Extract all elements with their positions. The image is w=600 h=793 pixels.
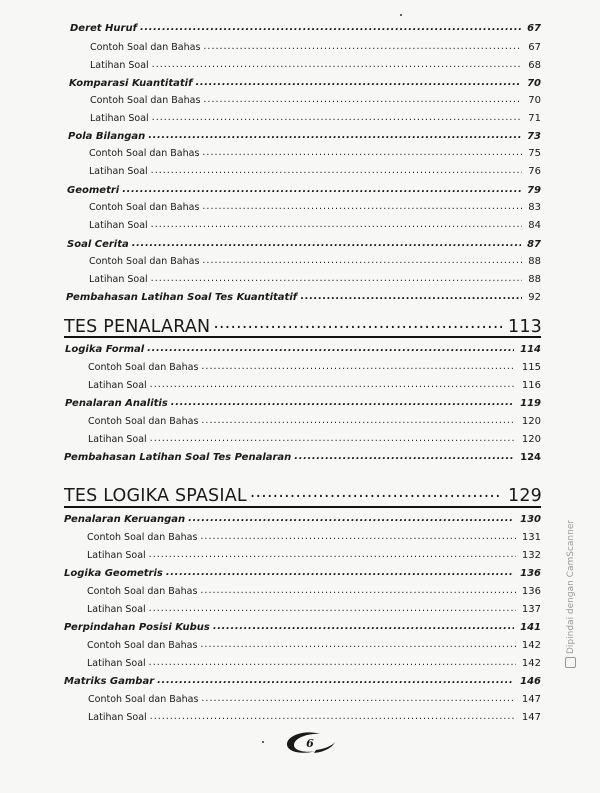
toc-subentry[interactable] (87, 548, 541, 561)
toc-entry[interactable] (70, 21, 541, 34)
toc-entry-page: 79 (527, 185, 541, 196)
toc-entry-page: 76 (528, 166, 541, 177)
toc-subentry[interactable] (90, 111, 541, 124)
toc-entry-page: 141 (520, 622, 541, 633)
toc-entry-title: Pembahasan Latihan Soal Tes Kuantitatif (66, 292, 298, 303)
toc-entry-title: Deret Huruf (70, 23, 137, 34)
toc-entry-title: Pola Bilangan (68, 131, 146, 142)
dot-leader (140, 21, 521, 31)
toc-entry-title: Latihan Soal (87, 658, 146, 669)
toc-subentry[interactable] (88, 360, 541, 373)
toc-entry-page: 68 (528, 60, 541, 71)
dot-leader (200, 584, 516, 594)
toc-entry-title: Soal Cerita (67, 239, 129, 250)
toc-entry-title: Contoh Soal dan Bahas (90, 95, 201, 106)
toc-entry-page: 130 (520, 514, 541, 525)
toc-entry-page: 73 (527, 131, 541, 142)
toc-subentry[interactable] (89, 164, 541, 177)
toc-subentry[interactable] (89, 146, 541, 159)
scanner-watermark (565, 520, 576, 668)
toc-entry-title: Komparasi Kuantitatif (69, 78, 193, 89)
dot-leader (213, 620, 514, 630)
section-title: TES LOGIKA SPASIAL (64, 486, 247, 506)
toc-entry-page: 142 (521, 658, 541, 669)
toc-entry-title: Penalaran Keruangan (64, 514, 186, 525)
toc-subentry[interactable] (87, 602, 541, 615)
section-rule (64, 506, 541, 508)
toc-entry-title: Latihan Soal (90, 60, 149, 71)
dot-leader (300, 290, 522, 300)
toc-subentry[interactable] (89, 254, 541, 267)
toc-entry-title: Contoh Soal dan Bahas (87, 640, 198, 651)
toc-entry-title: Contoh Soal dan Bahas (88, 362, 199, 373)
dot-leader (150, 378, 516, 388)
toc-entry-page: 88 (528, 256, 541, 267)
toc-entry-page: 114 (520, 344, 541, 355)
toc-entry-page: 115 (521, 362, 541, 373)
toc-entry-title: Contoh Soal dan Bahas (87, 586, 198, 597)
dot-leader (149, 548, 516, 558)
toc-entry-title: Latihan Soal (87, 550, 146, 561)
toc-entry-title: Perpindahan Posisi Kubus (64, 622, 210, 633)
toc-entry-title: Contoh Soal dan Bahas (90, 42, 201, 53)
toc-entry-title: Latihan Soal (90, 113, 149, 124)
dot-leader (151, 272, 523, 282)
toc-subentry[interactable] (88, 692, 541, 705)
toc-entry[interactable] (64, 512, 541, 525)
toc-subentry[interactable] (89, 200, 541, 213)
toc-entry-page: 142 (521, 640, 541, 651)
dot-leader (122, 183, 521, 193)
dot-leader (152, 111, 523, 121)
dot-leader (188, 512, 514, 522)
toc-entry-page: 67 (528, 42, 541, 53)
toc-subentry[interactable] (89, 272, 541, 285)
section-page: 113 (507, 317, 542, 337)
toc-entry[interactable] (64, 620, 541, 633)
toc-entry-page: 70 (528, 95, 541, 106)
dot-leader (151, 218, 523, 228)
toc-entry-page: 84 (528, 220, 541, 231)
dot-leader (200, 638, 516, 648)
page-number: 6 (306, 737, 314, 750)
dot-leader (171, 396, 514, 406)
toc-entry-page: 92 (528, 292, 541, 303)
toc-entry[interactable] (64, 450, 541, 463)
toc-subentry[interactable] (87, 656, 541, 669)
toc-entry[interactable] (67, 237, 541, 250)
toc-subentry[interactable] (89, 218, 541, 231)
toc-entry[interactable] (65, 396, 541, 409)
toc-entry-title: Contoh Soal dan Bahas (89, 202, 200, 213)
toc-entry-page: 124 (520, 452, 541, 463)
dot-leader (294, 450, 514, 460)
dot-leader (147, 342, 514, 352)
dot-leader (202, 254, 522, 264)
dot-leader (132, 237, 521, 247)
section-heading[interactable] (64, 316, 542, 337)
dot-leader (201, 414, 516, 424)
dot-leader (202, 200, 522, 210)
toc-subentry[interactable] (90, 58, 541, 71)
toc-entry-page: 131 (521, 532, 541, 543)
toc-entry-page: 120 (521, 434, 541, 445)
toc-subentry[interactable] (88, 378, 541, 391)
section-rule (64, 336, 541, 338)
toc-entry-page: 147 (521, 694, 541, 705)
dot-leader (148, 129, 521, 139)
toc-entry[interactable] (64, 674, 541, 687)
toc-entry-page: 75 (528, 148, 541, 159)
toc-entry-title: Latihan Soal (89, 220, 148, 231)
toc-subentry[interactable] (88, 432, 541, 445)
toc-entry-page: 146 (520, 676, 541, 687)
toc-entry-page: 132 (521, 550, 541, 561)
toc-entry-page: 71 (528, 113, 541, 124)
dot-leader (151, 164, 523, 174)
dot-leader (149, 602, 516, 612)
toc-entry-title: Latihan Soal (87, 604, 146, 615)
toc-entry-page: 88 (528, 274, 541, 285)
dot-leader (152, 58, 523, 68)
scan-speck (262, 741, 264, 743)
toc-entry-page: 147 (521, 712, 541, 723)
toc-entry-title: Latihan Soal (88, 434, 147, 445)
toc-entry[interactable] (69, 76, 541, 89)
toc-subentry[interactable] (88, 710, 541, 723)
toc-entry-title: Logika Formal (65, 344, 145, 355)
dot-leader (201, 360, 516, 370)
toc-entry-title: Contoh Soal dan Bahas (89, 256, 200, 267)
toc-entry-title: Contoh Soal dan Bahas (87, 532, 198, 543)
section-page: 129 (507, 486, 542, 506)
dot-leader (213, 316, 502, 332)
toc-subentry[interactable] (90, 93, 541, 106)
dot-leader (166, 566, 514, 576)
toc-entry-page: 119 (520, 398, 541, 409)
watermark-text: Dipindai dengan CamScanner (566, 519, 576, 654)
toc-entry-title: Contoh Soal dan Bahas (88, 416, 199, 427)
toc-entry-title: Penalaran Analitis (65, 398, 168, 409)
toc-entry-title: Geometri (67, 185, 120, 196)
toc-entry-title: Latihan Soal (88, 380, 147, 391)
toc-entry-page: 70 (527, 78, 541, 89)
toc-entry-title: Latihan Soal (89, 274, 148, 285)
dot-leader (202, 146, 522, 156)
toc-entry-page: 83 (528, 202, 541, 213)
toc-entry-title: Contoh Soal dan Bahas (89, 148, 200, 159)
section-title: TES PENALARAN (64, 317, 211, 337)
dot-leader (203, 40, 522, 50)
toc-entry[interactable] (64, 566, 541, 579)
toc-entry-page: 120 (521, 416, 541, 427)
toc-entry[interactable] (66, 290, 541, 303)
dot-leader (250, 485, 502, 501)
toc-entry-title: Latihan Soal (89, 166, 148, 177)
toc-entry-page: 137 (521, 604, 541, 615)
toc-entry[interactable] (65, 342, 541, 355)
dot-leader (150, 432, 516, 442)
toc-entry-page: 67 (527, 23, 541, 34)
toc-subentry[interactable] (87, 638, 541, 651)
dot-leader (200, 530, 516, 540)
dot-leader (150, 710, 516, 720)
camscanner-icon (565, 657, 576, 668)
toc-entry-page: 87 (527, 239, 541, 250)
toc-entry-page: 136 (520, 568, 541, 579)
toc-entry-title: Contoh Soal dan Bahas (88, 694, 199, 705)
toc-entry-page: 116 (521, 380, 541, 391)
toc-entry-page: 136 (521, 586, 541, 597)
dot-leader (201, 692, 516, 702)
dot-leader (195, 76, 521, 86)
dot-leader (149, 656, 516, 666)
toc-entry[interactable] (68, 129, 541, 142)
toc-subentry[interactable] (88, 414, 541, 427)
dot-leader (203, 93, 522, 103)
toc-entry-title: Logika Geometris (64, 568, 163, 579)
section-heading[interactable] (64, 485, 542, 506)
toc-subentry[interactable] (87, 530, 541, 543)
toc-entry[interactable] (67, 183, 541, 196)
scan-speck (400, 14, 402, 16)
toc-entry-title: Pembahasan Latihan Soal Tes Penalaran (64, 452, 292, 463)
toc-entry-title: Matriks Gambar (64, 676, 155, 687)
toc-entry-title: Latihan Soal (88, 712, 147, 723)
toc-subentry[interactable] (87, 584, 541, 597)
toc-subentry[interactable] (90, 40, 541, 53)
dot-leader (157, 674, 514, 684)
